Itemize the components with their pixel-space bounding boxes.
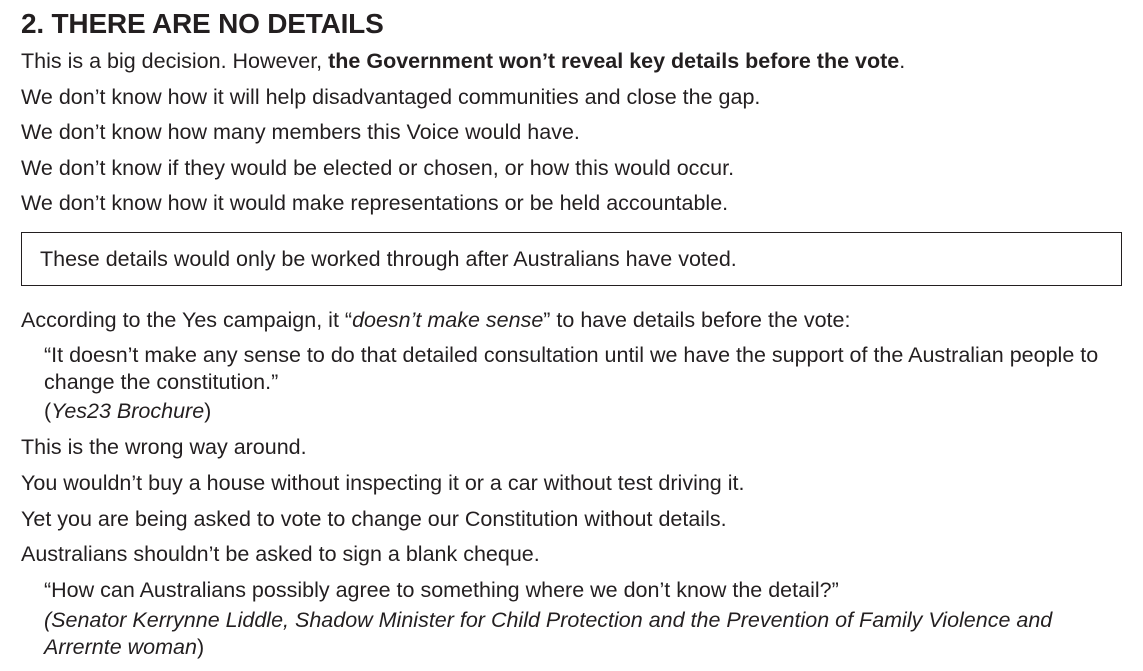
callout-text: These details would only be worked through after Australians have voted. [40,247,737,271]
source-italic: Yes23 Brochure [51,399,205,423]
attribution-italic: (Senator Kerrynne Liddle, Shadow Minister for Child Protection and the Prevention of Family Violence and Arrernte woman [44,608,1053,659]
unknown-item: We don’t know how it would make representations or be held accountable. [21,191,729,215]
intro-paragraph [21,48,905,75]
intro-bold-text: the Government won’t reveal key details before the vote [328,49,900,73]
argument-item: Australians shouldn’t be asked to sign a blank cheque. [21,542,540,566]
source-close: ) [204,399,212,423]
callout-box [21,232,1122,286]
intro-text: This is a big decision. However, [21,49,329,73]
yes-campaign-text: According to the Yes campaign, it “ [21,308,353,332]
intro-end: . [899,49,906,73]
section-heading: 2. THERE ARE NO DETAILS [21,8,384,39]
source-open: ( [44,399,52,423]
quote-yes23: “It doesn’t make any sense to do that detailed consultation until we have the support of the Australian people to change the constitution.” [44,343,1099,394]
unknown-item: We don’t know how it will help disadvantaged communities and close the gap. [21,85,761,109]
quote-liddle-attribution [44,607,1114,661]
quote-liddle: “How can Australians possibly agree to something where we don’t know the detail?” [44,578,839,602]
argument-item: Yet you are being asked to vote to change our Constitution without details. [21,507,727,531]
yes-campaign-italic: doesn’t make sense [352,308,544,332]
yes-campaign-paragraph [21,307,850,334]
quote-yes23-source [44,398,211,425]
argument-item: You wouldn’t buy a house without inspecting it or a car without test driving it. [21,471,745,495]
unknown-item: We don’t know if they would be elected or chosen, or how this would occur. [21,156,735,180]
argument-item: This is the wrong way around. [21,435,307,459]
unknown-item: We don’t know how many members this Voice would have. [21,120,580,144]
attribution-close: ) [196,635,205,659]
yes-campaign-end: ” to have details before the vote: [543,308,851,332]
